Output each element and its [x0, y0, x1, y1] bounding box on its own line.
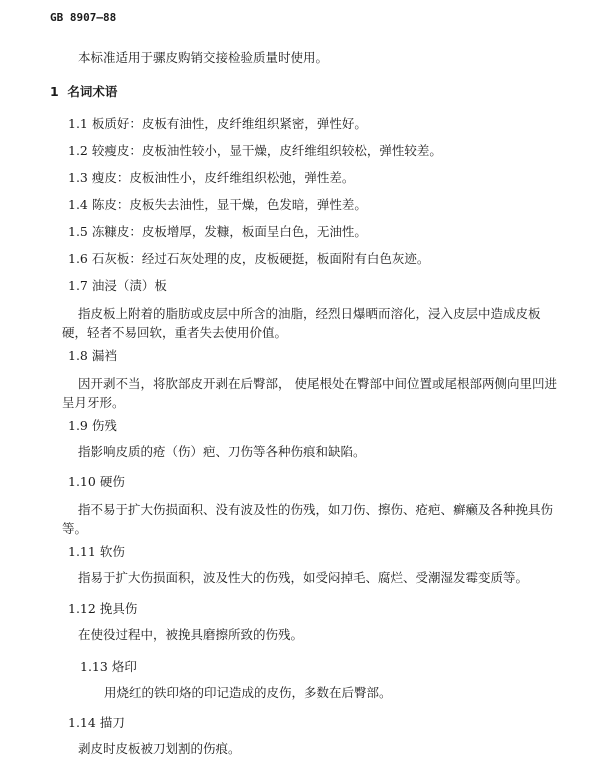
term-number: 1.10 [68, 474, 96, 489]
term-1-14 [68, 715, 125, 731]
term-number: 1.11 [68, 544, 96, 559]
term-1-4 [68, 197, 367, 213]
term-text: 较瘦皮：皮板油性较小，显干燥，皮纤维组织较松，弹性较差。 [91, 143, 442, 158]
term-text: 挽具伤 [99, 601, 138, 616]
term-1-12-description: 在使役过程中，被挽具磨擦所致的伤残。 [78, 627, 304, 642]
term-1-10 [68, 474, 125, 490]
term-text: 软伤 [99, 544, 125, 559]
term-number: 1.2 [68, 143, 88, 158]
term-text: 硬伤 [99, 474, 125, 489]
term-1-10-description: 指不易于扩大伤损面积、没有波及性的伤残，如刀伤、擦伤、疮疤、癣癞及各种挽具伤等。 [62, 502, 554, 536]
term-1-11-description: 指易于扩大伤损面积，波及性大的伤残，如受闷掉毛、腐烂、受潮湿发霉变质等。 [78, 570, 529, 585]
term-number: 1.6 [68, 251, 88, 266]
section-heading [50, 84, 117, 100]
term-number: 1.9 [68, 418, 88, 433]
term-1-8-description: 因开剥不当，将肷部皮开剥在后臀部， 使尾根处在臀部中间位置或尾根部两侧向里凹进呈月牙形。 [62, 376, 557, 410]
term-number: 1.1 [68, 116, 88, 131]
term-number: 1.14 [68, 715, 96, 730]
term-1-1 [68, 116, 367, 132]
term-text: 陈皮：皮板失去油性，显干燥，色发暗，弹性差。 [91, 197, 367, 212]
term-number: 1.7 [68, 278, 88, 293]
term-1-12 [68, 601, 137, 617]
section-title: 名词术语 [67, 84, 118, 99]
term-text: 石灰板：经过石灰处理的皮，皮板硬挺，板面附有白色灰迹。 [91, 251, 430, 266]
term-text: 冻糠皮：皮板增厚，发糠，板面呈白色，无油性。 [91, 224, 367, 239]
term-number: 1.4 [68, 197, 88, 212]
term-1-6 [68, 251, 429, 267]
term-1-5 [68, 224, 367, 240]
term-1-13 [80, 659, 137, 675]
term-number: 1.13 [80, 659, 108, 674]
term-text: 油浸（渍）板 [91, 278, 167, 293]
term-1-14-description: 剥皮时皮板被刀划割的伤痕。 [78, 741, 241, 756]
term-1-11 [68, 544, 125, 560]
term-1-8 [68, 348, 117, 364]
term-text: 伤残 [91, 418, 117, 433]
term-1-9 [68, 418, 117, 434]
term-text: 瘦皮：皮板油性小，皮纤维组织松弛，弹性差。 [91, 170, 355, 185]
term-number: 1.3 [68, 170, 88, 185]
intro-text: 本标准适用于骡皮购销交接检验质量时使用。 [78, 50, 329, 65]
section-number: 1 [50, 84, 59, 99]
term-number: 1.5 [68, 224, 88, 239]
term-number: 1.8 [68, 348, 88, 363]
term-1-7-description: 指皮板上附着的脂肪或皮层中所含的油脂，经烈日爆晒而溶化，浸入皮层中造成皮板硬，轻者不易回软，重者失去使用价值。 [62, 306, 541, 340]
term-text: 烙印 [111, 659, 137, 674]
term-1-3 [68, 170, 354, 186]
term-text: 板质好：皮板有油性，皮纤维组织紧密，弹性好。 [91, 116, 367, 131]
term-text: 漏裆 [91, 348, 117, 363]
standard-code: GB 8907—88 [50, 11, 117, 24]
term-number: 1.12 [68, 601, 96, 616]
term-1-7 [68, 278, 167, 294]
term-1-2 [68, 143, 442, 159]
term-text: 描刀 [99, 715, 125, 730]
term-1-9-description: 指影响皮质的疮（伤）疤、刀伤等各种伤痕和缺陷。 [78, 444, 366, 459]
term-1-13-description: 用烧红的铁印烙的印记造成的皮伤，多数在后臀部。 [104, 685, 392, 700]
